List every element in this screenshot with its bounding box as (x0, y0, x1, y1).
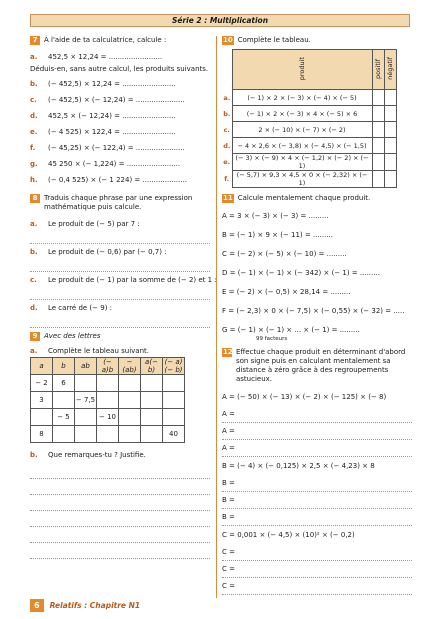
ex7-items (30, 76, 210, 188)
item-label: b. (30, 248, 38, 256)
table-cell[interactable] (141, 426, 163, 443)
ex7-title (30, 36, 210, 45)
ex11-line[interactable]: E = (− 2) × (− 0,5) × 28,14 = ......... (222, 288, 351, 296)
table-cell: 3 (31, 392, 53, 409)
item-label: b. (30, 80, 38, 88)
ex8-item (30, 272, 217, 288)
table-header: b (53, 358, 75, 375)
item-label: c. (30, 276, 37, 284)
table-header (372, 50, 384, 90)
ex7-instruction: À l'aide de ta calculatrice, calcule : (44, 36, 167, 44)
positive-checkbox[interactable] (372, 138, 384, 154)
ex10-table (222, 49, 397, 188)
ex10-number: 10 (223, 36, 233, 44)
positive-checkbox[interactable] (372, 90, 384, 106)
ex11-line[interactable]: D = (− 1) × (− 1) × (− 342) × (− 1) = ......... (222, 269, 380, 277)
ex11-number: 11 (223, 194, 233, 202)
ex11-instruction: Calcule mentalement chaque produit. (237, 194, 371, 202)
negative-checkbox[interactable] (384, 154, 396, 171)
product-cell: (− 3) × (− 9) × 4 × (− 1,2) × (− 2) × (− 1) (232, 154, 372, 171)
negative-checkbox[interactable] (384, 90, 396, 106)
answer-line[interactable] (30, 260, 210, 272)
row-label: d. (223, 141, 231, 150)
ex9-number: 9 (30, 332, 40, 341)
row-label: a. (223, 93, 231, 102)
item-label: a. (30, 220, 38, 228)
answer-line[interactable]: A = (222, 440, 412, 457)
item-text: Le produit de (− 0,6) par (− 0,7) : (48, 248, 167, 256)
table-cell[interactable] (119, 426, 141, 443)
table-corner (222, 50, 232, 90)
ex12-title (222, 348, 412, 384)
ex9-item-b: b. Que remarques-tu ? Justifie. (30, 451, 146, 459)
ex7-deduce: Déduis-en, sans autre calcul, les produits suivants. (30, 65, 209, 73)
ex12-expression: A = (− 50) × (− 13) × (− 2) × (− 125) × (− 8) (222, 393, 387, 401)
ex9-item-a: a. Complète le tableau suivant. (30, 347, 149, 355)
ex8-item (30, 216, 210, 232)
ex12-expression: B = (− 4) × (− 0,125) × 2,5 × (− 4,23) × 8 (222, 462, 375, 470)
ex7-item-a[interactable]: a. 452,5 × 12,24 = ........................ (30, 53, 163, 61)
answer-line[interactable]: B = (222, 509, 412, 526)
ex7-item[interactable] (30, 124, 210, 140)
ex12-expression: C = 0,001 × (− 4,5) × (10)² × (− 0,2) (222, 531, 355, 539)
product-cell: (− 1) × 2 × (− 3) × (− 4) × (− 5) (232, 90, 372, 106)
ex8-item (30, 300, 210, 316)
item-text: Le produit de (− 5) par 7 : (48, 220, 140, 228)
ex8-item (30, 244, 210, 260)
item-text: Le carré de (− 9) : (48, 304, 113, 312)
ex9-table (30, 357, 185, 443)
ex12-instruction: Effectue chaque produit en déterminant d'abord son signe puis en calculant mentalement sa distance à zéro grâce à des regroupements astucieux. (236, 348, 406, 383)
product-cell: (− 5,7) × 9,3 × 4,5 × 0 × (− 2,32) × (− 1) (232, 171, 372, 188)
positive-checkbox[interactable] (372, 171, 384, 188)
item-expression: (− 452,5) × (− 12,24) = ...................... (48, 96, 185, 104)
ex11-line[interactable]: G = (− 1) × (− 1) × ... × (− 1) = ......... (222, 326, 360, 334)
ex11-items (222, 207, 412, 340)
header-label: positif (374, 58, 382, 79)
item-label: d. (30, 112, 38, 120)
ex11-line[interactable]: C = (− 2) × (− 5) × (− 10) = ......... (222, 250, 347, 258)
table-header: a (31, 358, 53, 375)
table-header: ab (75, 358, 97, 375)
table-cell[interactable] (31, 409, 53, 426)
ex11-line[interactable]: F = (− 2,3) × 0 × (− 7,5) × (− 0,55) × (− 32) = ..... (222, 307, 405, 315)
answer-line[interactable] (30, 288, 210, 300)
table-cell: − 7,5 (75, 392, 97, 409)
table-cell[interactable] (53, 392, 75, 409)
ex7-item[interactable] (30, 92, 210, 108)
ex11-title (222, 194, 412, 203)
item-label: c. (30, 96, 37, 104)
product-cell: − 4 × 2,6 × (− 3,8) × (− 4,5) × (− 1,5) (232, 138, 372, 154)
ex10-title (222, 36, 412, 45)
series-header: Série 2 : Multiplication (30, 14, 410, 27)
table-cell: − 10 (97, 409, 119, 426)
table-cell[interactable] (97, 375, 119, 392)
ex8-items (30, 216, 217, 328)
row-label: e. (223, 158, 231, 166)
header-label: négatif (386, 57, 394, 80)
table-cell[interactable] (97, 392, 119, 409)
ex9-title (30, 332, 210, 341)
negative-checkbox[interactable] (384, 122, 396, 138)
table-cell[interactable] (97, 426, 119, 443)
answer-line[interactable] (30, 316, 210, 328)
ex12-items (222, 388, 412, 595)
answer-line[interactable]: B = (222, 492, 412, 509)
table-cell[interactable] (141, 392, 163, 409)
positive-checkbox[interactable] (372, 106, 384, 122)
table-cell: 6 (53, 375, 75, 392)
table-cell: − 5 (53, 409, 75, 426)
table-header: (− a)(− b) (164, 358, 183, 374)
row-label: f. (224, 175, 230, 183)
item-label: f. (30, 144, 36, 152)
item-expression: 452,5 × (− 12,24) = ........................ (48, 112, 176, 120)
ex7-item[interactable] (30, 140, 210, 156)
item-expression: (− 452,5) × 12,24 = ........................ (48, 80, 176, 88)
ex8-title (30, 194, 210, 212)
positive-checkbox[interactable] (372, 154, 384, 171)
table-header: − (ab) (119, 358, 141, 375)
table-cell: − 2 (31, 375, 53, 392)
answer-line[interactable]: A = (222, 423, 412, 440)
row-label: b. (223, 109, 231, 118)
table-header (384, 50, 396, 90)
table-cell[interactable] (141, 409, 163, 426)
table-cell[interactable] (141, 375, 163, 392)
ex10-instruction: Complète le tableau. (237, 36, 311, 44)
ex11-g-note: 99 facteurs (256, 336, 288, 342)
table-cell: 8 (31, 426, 53, 443)
table-cell[interactable] (119, 409, 141, 426)
ex8-instruction: Traduis chaque phrase par une expression mathématique puis calcule. (44, 194, 193, 211)
table-cell: 40 (163, 426, 185, 443)
product-cell: (− 1) × 2 × (− 3) × 4 × (− 5) × 6 (232, 106, 372, 122)
table-cell[interactable] (163, 392, 185, 409)
ex7-item[interactable] (30, 76, 210, 92)
ex7-item[interactable] (30, 108, 210, 124)
ex9-heading: Avec des lettres (44, 332, 101, 340)
header-label: produit (298, 56, 306, 81)
positive-checkbox[interactable] (372, 122, 384, 138)
ex12-number: 12 (223, 348, 233, 356)
item-label: g. (30, 160, 38, 168)
item-expression: (− 45,25) × (− 122,4) = ...................... (48, 144, 185, 152)
column-divider (216, 36, 217, 598)
item-expression: 45 250 × (− 1,224) = ........................ (48, 160, 181, 168)
negative-checkbox[interactable] (384, 106, 396, 122)
page-footer (30, 596, 140, 614)
negative-checkbox[interactable] (384, 138, 396, 154)
ex7-item[interactable] (30, 172, 210, 188)
answer-line[interactable]: C = (222, 561, 412, 578)
answer-line[interactable]: A = (222, 406, 412, 423)
item-expression: (− 0,4 525) × (− 1 224) = .................... (48, 176, 187, 184)
answer-line[interactable] (30, 232, 210, 244)
row-label: c. (223, 125, 230, 134)
table-header: (− a)b (97, 358, 119, 375)
page-number: 6 (30, 599, 44, 612)
table-cell[interactable] (75, 375, 97, 392)
negative-checkbox[interactable] (384, 171, 396, 188)
answer-line[interactable]: C = (222, 544, 412, 561)
item-label: h. (30, 176, 38, 184)
ex11-line[interactable]: A = 3 × (− 3) × (− 3) = ......... (222, 212, 329, 220)
table-cell[interactable] (75, 409, 97, 426)
ex9-answer-lines[interactable] (30, 463, 210, 559)
table-header (232, 50, 372, 90)
table-cell[interactable] (53, 426, 75, 443)
ex7-item[interactable] (30, 156, 210, 172)
item-expression: (− 4 525) × 122,4 = ........................ (48, 128, 176, 136)
table-cell[interactable] (119, 392, 141, 409)
ex8-number: 8 (30, 194, 40, 203)
left-column (30, 36, 217, 559)
product-cell: 2 × (− 10) × (− 7) × (− 2) (232, 122, 372, 138)
ex11-line[interactable]: B = (− 1) × 9 × (− 11) = ......... (222, 231, 334, 239)
answer-line[interactable]: B = (222, 475, 412, 492)
right-column (222, 36, 412, 595)
table-header: a(− b) (141, 358, 163, 375)
item-text: Le produit de (− 1) par la somme de (− 2) et 1 : (48, 276, 217, 284)
chapter-title: Relatifs : Chapitre N1 (49, 600, 141, 610)
answer-line[interactable]: C = (222, 578, 412, 595)
table-cell[interactable] (163, 409, 185, 426)
table-cell[interactable] (163, 375, 185, 392)
table-cell[interactable] (75, 426, 97, 443)
ex7-number: 7 (30, 36, 40, 45)
item-label: e. (30, 128, 38, 136)
table-cell[interactable] (119, 375, 141, 392)
item-label: d. (30, 304, 38, 312)
